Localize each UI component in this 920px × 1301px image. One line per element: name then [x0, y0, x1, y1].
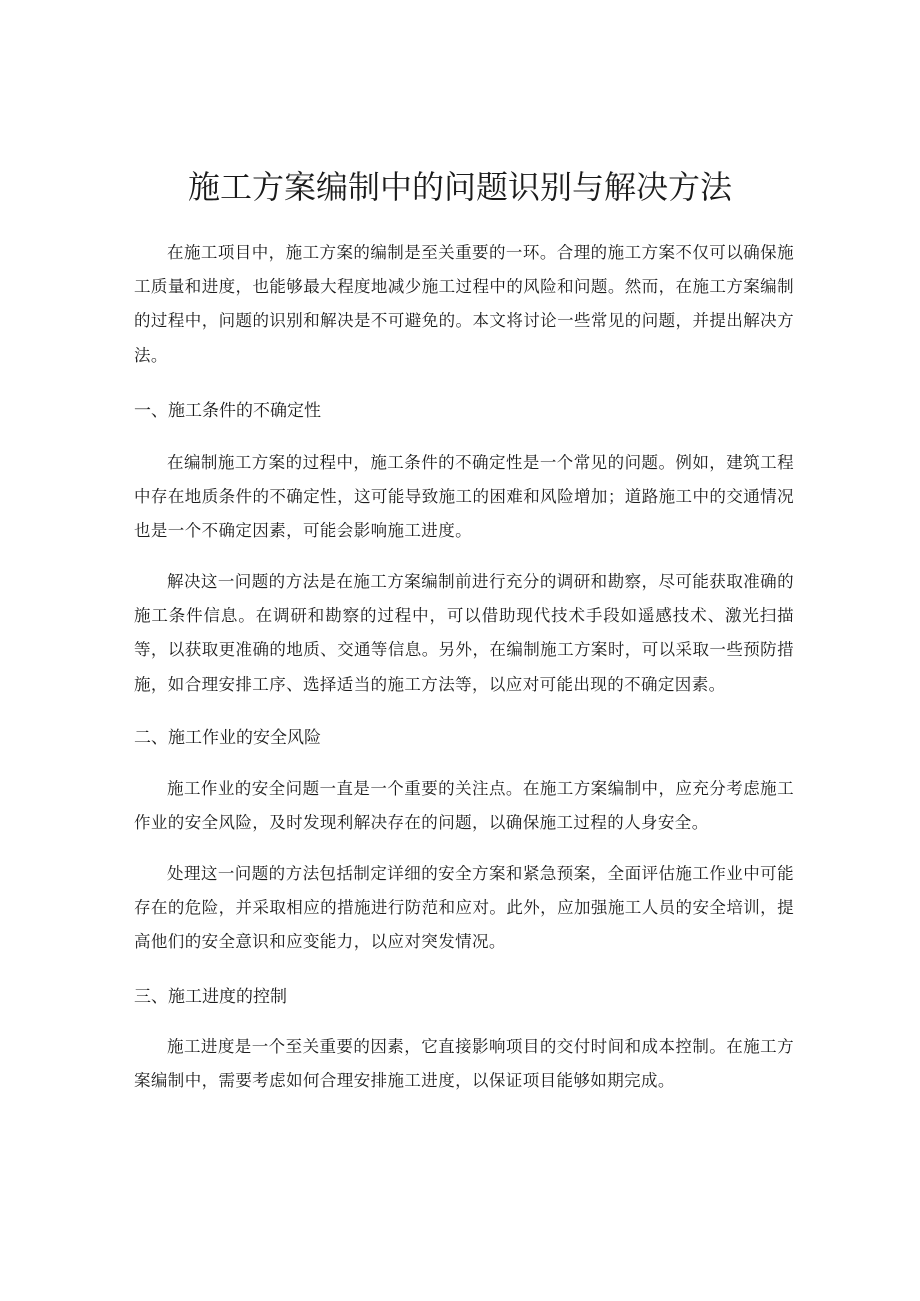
section-3-paragraph-1: 施工进度是一个至关重要的因素，它直接影响项目的交付时间和成本控制。在施工方案编制中，需要考虑如何合理安排施工进度，以保证项目能够如期完成。 [134, 1037, 794, 1091]
section-1-paragraph-2: 解决这一问题的方法是在施工方案编制前进行充分的调研和勘察，尽可能获取准确的施工条件信息。在调研和勘察的过程中，可以借助现代技术手段如遥感技术、激光扫描等，以获取更准确的地质、交通等信息。另外，在编制施工方案时，可以采取一些预防措施，如合理安排工序、选择适当的施工方法等，以应对可能出现的不确定因素。 [134, 572, 794, 694]
section-2-heading: 二、施工作业的安全风险 [134, 728, 321, 748]
section-3-heading: 三、施工进度的控制 [134, 987, 287, 1007]
intro-paragraph: 在施工项目中，施工方案的编制是至关重要的一环。合理的施工方案不仅可以确保施工质量和进度，也能够最大程度地减少施工过程中的风险和问题。然而，在施工方案编制的过程中，问题的识别和解决是不可避免的。本文将讨论一些常见的问题，并提出解决方法。 [134, 243, 794, 365]
document-title: 施工方案编制中的问题识别与解决方法 [187, 168, 732, 206]
section-1-heading: 一、施工条件的不确定性 [134, 401, 321, 421]
section-2-paragraph-1: 施工作业的安全问题一直是一个重要的关注点。在施工方案编制中，应充分考虑施工作业的安全风险，及时发现利解决存在的问题，以确保施工过程的人身安全。 [134, 779, 794, 833]
section-1-paragraph-1: 在编制施工方案的过程中，施工条件的不确定性是一个常见的问题。例如，建筑工程中存在地质条件的不确定性，这可能导致施工的困难和风险增加；道路施工中的交通情况也是一个不确定因素，可能会影响施工进度。 [134, 453, 794, 541]
section-2-paragraph-2: 处理这一问题的方法包括制定详细的安全方案和紧急预案，全面评估施工作业中可能存在的危险，并采取相应的措施进行防范和应对。此外，应加强施工人员的安全培训，提高他们的安全意识和应变能力，以应对突发情况。 [134, 864, 794, 952]
